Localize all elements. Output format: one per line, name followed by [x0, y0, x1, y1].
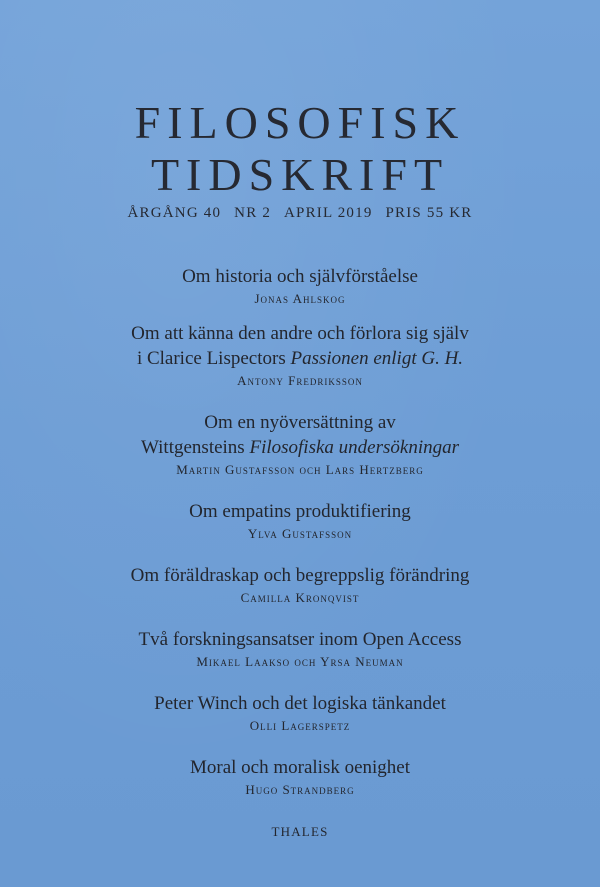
issue-date: APRIL 2019 — [284, 205, 373, 221]
toc-entry — [0, 691, 600, 735]
entry-title-line2: Wittgensteins Filosofiska undersökningar — [140, 437, 459, 458]
journal-title-line2: TIDSKRIFT — [150, 149, 450, 200]
toc-entry — [0, 755, 600, 799]
entry-title: Om empatins produktifiering — [189, 501, 411, 522]
toc-entry — [0, 563, 600, 607]
entry-author: Olli Lagerspetz — [249, 718, 351, 733]
issue-info — [0, 205, 600, 222]
toc-entry — [0, 627, 600, 671]
table-of-contents — [0, 264, 600, 812]
toc-entry — [0, 410, 600, 479]
entry-author: Hugo Strandberg — [245, 782, 355, 797]
entry-title-line2: i Clarice Lispectors Passionen enligt G. H. — [136, 348, 464, 369]
publisher-name: THALES — [271, 824, 329, 839]
entry-title: Moral och moralisk oenighet — [189, 757, 411, 778]
toc-entry — [0, 499, 600, 543]
entry-author: Antony Fredriksson — [237, 373, 363, 388]
entry-title: Om historia och självförståelse — [182, 266, 418, 287]
entry-title: Om en nyöversättning av — [204, 412, 396, 433]
entry-title: Om att känna den andre och förlora sig själv — [131, 323, 469, 344]
entry-title: Två forskningsansatser inom Open Access — [138, 629, 462, 650]
issue-volume: ÅRGÅNG 40 — [127, 205, 222, 221]
entry-title-italic: Passionen enligt G. H. — [290, 348, 464, 369]
entry-title-italic: Filosofiska undersökningar — [249, 437, 459, 458]
issue-price: PRIS 55 KR — [385, 205, 473, 221]
entry-author: Camilla Kronqvist — [240, 590, 360, 605]
entry-author: Martin Gustafsson och Lars Hertzberg — [176, 462, 424, 477]
entry-title: Om föräldraskap och begreppslig förändring — [130, 565, 470, 586]
entry-author: Ylva Gustafsson — [247, 526, 353, 541]
toc-entry — [0, 321, 600, 390]
entry-author: Jonas Ahlskog — [254, 291, 346, 306]
entry-author: Mikael Laakso och Yrsa Neuman — [196, 654, 404, 669]
issue-number: NR 2 — [234, 205, 272, 221]
toc-entry — [0, 264, 600, 308]
journal-title-line1: FILOSOFISK — [134, 97, 466, 148]
entry-title: Peter Winch och det logiska tänkandet — [154, 693, 446, 714]
